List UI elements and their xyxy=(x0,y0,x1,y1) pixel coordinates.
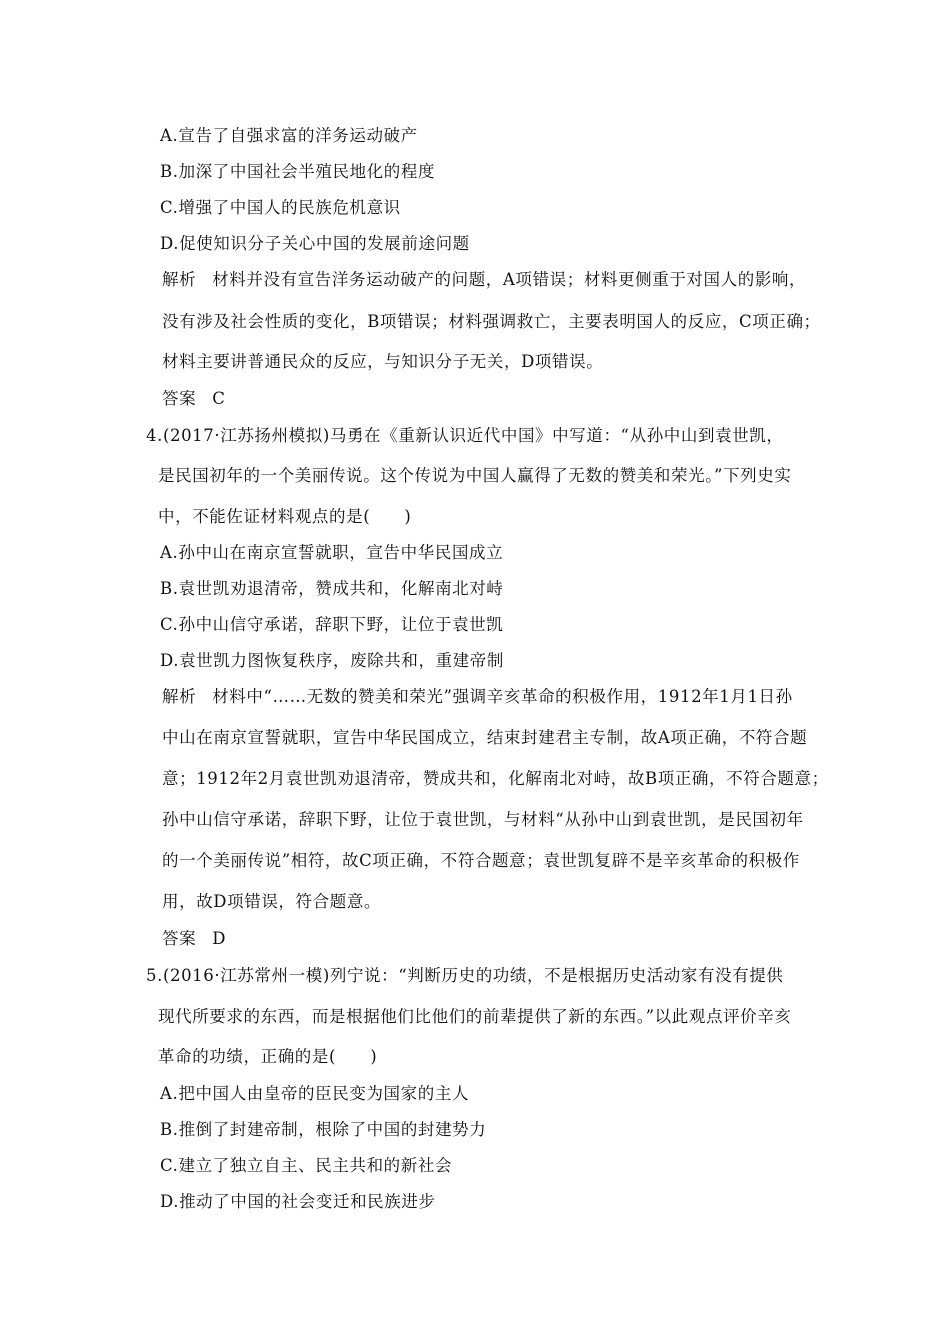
q5-option-c: C.建立了独立自主、民主共和的新社会 xyxy=(160,1156,453,1175)
q4-analysis-line-5: 的一个美丽传说”相符，故C项正确，不符合题意；袁世凯复辟不是辛亥革命的积极作 xyxy=(162,851,800,870)
q4-analysis-line-6: 用，故D项错误，符合题意。 xyxy=(162,892,382,911)
q5-stem-line-3: 革命的功绩，正确的是( ) xyxy=(158,1047,378,1066)
q4-option-c: C.孙中山信守承诺，辞职下野，让位于袁世凯 xyxy=(160,615,504,634)
q3-answer-value: C xyxy=(212,389,226,408)
q3-answer-label: 答案 xyxy=(162,389,197,408)
q4-analysis-line-4: 孙中山信守承诺，辞职下野，让位于袁世凯，与材料“从孙中山到袁世凯，是民国初年 xyxy=(162,810,804,829)
q3-option-c: C.增强了中国人的民族危机意识 xyxy=(160,198,401,217)
q5-option-b: B.推倒了封建帝制，根除了中国的封建势力 xyxy=(160,1120,487,1139)
q3-analysis-label: 解析 xyxy=(162,270,197,289)
q5-option-d: D.推动了中国的社会变迁和民族进步 xyxy=(160,1192,436,1211)
q4-analysis-text: 材料中“……无数的赞美和荣光”强调辛亥革命的积极作用，1912年1月1日孙 xyxy=(212,687,793,706)
q4-stem-line-1: 4.(2017·江苏扬州模拟)马勇在《重新认识近代中国》中写道：“从孙中山到袁世凯， xyxy=(146,426,784,445)
q4-option-b: B.袁世凯劝退清帝，赞成共和，化解南北对峙 xyxy=(160,579,504,598)
q5-option-a: A.把中国人由皇帝的臣民变为国家的主人 xyxy=(160,1084,470,1103)
q4-stem-line-3: 中，不能佐证材料观点的是( ) xyxy=(158,507,412,526)
q4-stem-line-2: 是民国初年的一个美丽传说。这个传说为中国人赢得了无数的赞美和荣光。”下列史实 xyxy=(158,466,792,485)
q3-analysis-line-3: 材料主要讲普通民众的反应，与知识分子无关，D项错误。 xyxy=(162,352,604,371)
q4-analysis-line-1 xyxy=(162,687,793,707)
q3-analysis-text: 材料并没有宣告洋务运动破产的问题，A项错误；材料更侧重于对国人的影响， xyxy=(212,270,807,289)
q4-analysis-line-2: 中山在南京宣誓就职，宣告中华民国成立，结束封建君主专制，故A项正确，不符合题 xyxy=(162,728,808,747)
q3-option-d: D.促使知识分子关心中国的发展前途问题 xyxy=(160,234,470,253)
q4-option-a: A.孙中山在南京宣誓就职，宣告中华民国成立 xyxy=(160,543,504,562)
q4-option-d: D.袁世凯力图恢复秩序，废除共和，重建帝制 xyxy=(160,651,504,670)
q3-analysis-line-1 xyxy=(162,270,806,290)
q3-option-b: B.加深了中国社会半殖民地化的程度 xyxy=(160,162,436,181)
q4-answer-label: 答案 xyxy=(162,929,197,948)
q4-answer-value: D xyxy=(212,929,227,948)
q3-analysis-line-2: 没有涉及社会性质的变化，B项错误；材料强调救亡，主要表明国人的反应，C项正确； xyxy=(162,312,821,331)
q5-stem-line-2: 现代所要求的东西，而是根据他们比他们的前辈提供了新的东西。”以此观点评价辛亥 xyxy=(158,1007,792,1026)
q3-answer xyxy=(162,389,225,409)
q5-stem-line-1: 5.(2016·江苏常州一模)列宁说：“判断历史的功绩，不是根据历史活动家有没有提供 xyxy=(146,966,784,985)
q4-analysis-label: 解析 xyxy=(162,687,197,706)
q3-option-a: A.宣告了自强求富的洋务运动破产 xyxy=(160,126,418,145)
q4-answer xyxy=(162,929,226,949)
q4-analysis-line-3: 意；1912年2月袁世凯劝退清帝，赞成共和，化解南北对峙，故B项正确，不符合题意； xyxy=(162,769,829,788)
